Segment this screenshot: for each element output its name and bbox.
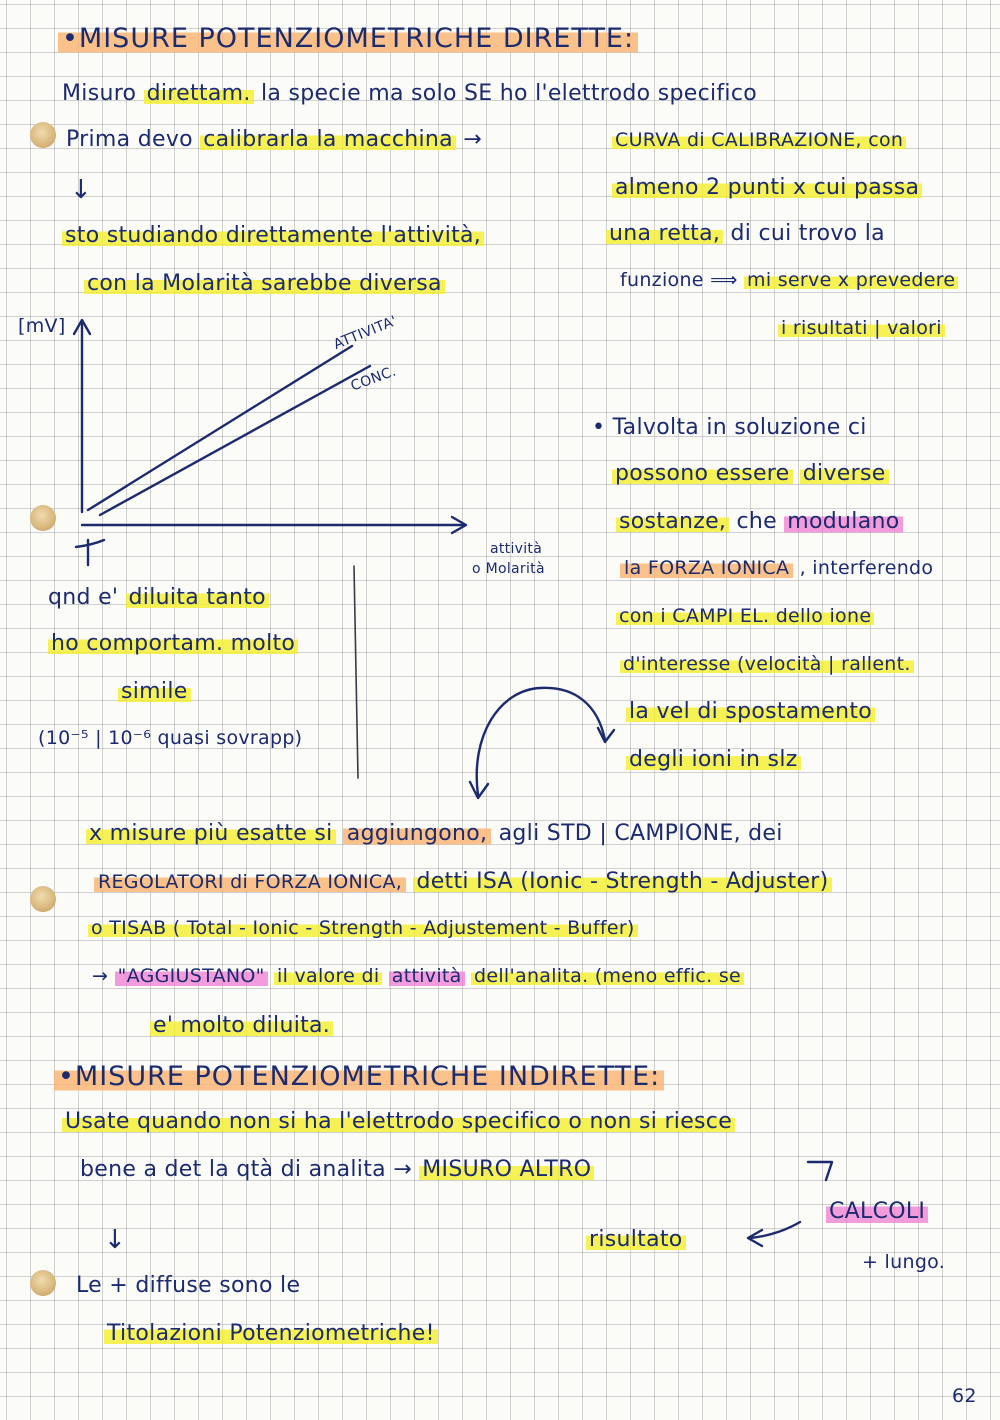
heading-direct-measurements: •MISURE POTENZIOMETRICHE DIRETTE: [58,22,638,56]
line-bene-det: bene a det la qtà di analita → MISURO ALTRO [80,1156,594,1184]
line-una-retta: una retta, di cui trovo la [606,220,885,248]
line-molto-diluita: e' molto diluita. [150,1012,333,1040]
line-interesse: d'interesse (velocità | rallent. [620,652,914,676]
heading-indirect-measurements: •MISURE POTENZIOMETRICHE INDIRETTE: [54,1060,664,1094]
binder-hole [30,1270,56,1296]
line-forza-ionica: la FORZA IONICA , interferendo [620,556,933,580]
chart-x-axis-arrow [452,517,466,533]
line-vel-spostamento: la vel di spostamento [626,698,875,726]
line-aggiustano: → "AGGIUSTANO" il valore di attività dell'analita. (meno effic. se [92,964,744,988]
line-misure-esatte: x misure più esatte si aggiungono, agli STD | CAMPIONE, dei [86,820,783,848]
binder-hole [30,122,56,148]
label-piu-lungo: + lungo. [862,1251,946,1273]
line-qnd-diluita: qnd e' diluita tanto [48,584,269,612]
line-funzione: funzione ⟹ mi serve x prevedere [620,268,958,292]
line-degli-ioni: degli ioni in slz [626,746,801,774]
arrow-from-calcoli [750,1222,800,1238]
line-curva-calibrazione: CURVA di CALIBRAZIONE, con [612,128,906,152]
line-simile: simile [118,678,191,706]
page-number: 62 [952,1385,977,1407]
line-prima-devo: Prima devo calibrarla la macchina → [66,127,482,152]
line-misuro: Misuro direttam. la specie ma solo SE ho l'elettrodo specifico [62,81,758,106]
chart-series-label-attivita: ATTIVITA' [331,313,400,353]
binder-hole [30,505,56,531]
down-arrow-1: ↓ [70,175,93,205]
line-usate-quando: Usate quando non si ha l'elettrodo specifico o non si riesce [62,1108,735,1136]
low-range-bracket [76,540,104,547]
separator-line [354,566,358,778]
line-regolatori: REGOLATORI di FORZA IONICA, detti ISA (Ionic - Strength - Adjuster) [94,868,832,896]
line-risultati: i risultati | valori [778,316,945,340]
line-almeno: almeno 2 punti x cui passa [612,174,922,202]
line-titolazioni: Titolazioni Potenziometriche! [104,1320,438,1348]
chart-x-label-attivita: attività [490,541,543,557]
line-sto-studiando: sto studiando direttamente l'attività, [62,222,484,250]
chart-x-label-molarita: o Molarità [472,561,545,577]
down-arrow-2: ↓ [104,1225,127,1255]
label-risultato: risultato [586,1226,686,1254]
arrow-to-calcoli [808,1162,832,1180]
label-calcoli: CALCOLI [826,1198,928,1226]
line-quasi-sovrapp: (10⁻⁵ | 10⁻⁶ quasi sovrapp) [38,727,303,749]
curved-arrow [477,688,605,795]
line-con-molarita: con la Molarità sarebbe diversa [84,270,445,298]
line-sostanze: sostanze, che modulano [616,508,903,536]
line-attivita [88,346,352,510]
chart-y-label: [mV] [18,315,66,337]
line-possono: possono essere diverse [612,460,889,488]
line-conc [100,366,370,515]
binder-hole [30,886,56,912]
line-le-piu-diffuse: Le + diffuse sono le [76,1273,301,1298]
chart-series-label-conc: CONC. [348,363,399,395]
line-comportam: ho comportam. molto [48,630,298,658]
line-campi-el: con i CAMPI EL. dello ione [616,604,874,628]
line-tisab: o TISAB ( Total - Ionic - Strength - Adjustement - Buffer) [88,916,638,940]
line-talvolta: • Talvolta in soluzione ci [592,415,867,440]
chart-y-axis-arrow [74,320,90,334]
